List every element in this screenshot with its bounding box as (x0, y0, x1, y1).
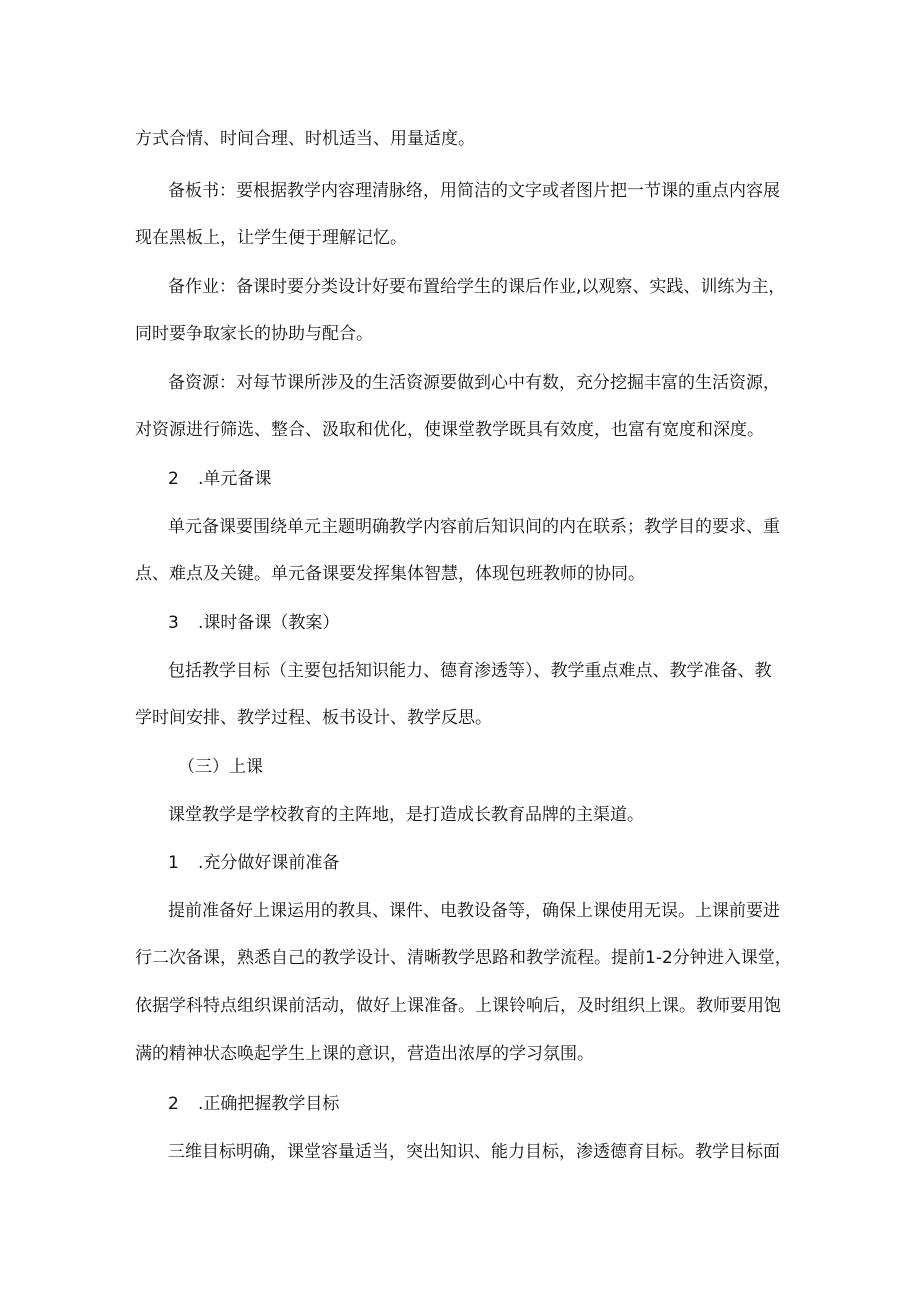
text-line: 点、难点及关键。单元备课要发挥集体智慧，体现包班教师的协同。 (135, 564, 645, 584)
heading-text: .课时备课（教案） (198, 613, 340, 633)
text-line: 行二次备课，熟悉自己的教学设计、清晰教学思路和教学流程。提前1-2分钟进入课堂， (135, 948, 792, 968)
heading-text: .正确把握教学目标 (198, 1094, 340, 1114)
section-heading (168, 851, 339, 875)
text-line: 同时要争取家长的协助与配合。 (135, 324, 373, 344)
heading-number: 2 (168, 469, 179, 489)
section-heading (168, 1092, 339, 1116)
text-line: 依据学科特点组织课前活动，做好上课准备。上课铃响后，及时组织上课。教师要用饱 (135, 996, 781, 1016)
text-line: 备作业：备课时要分类设计好要布置给学生的课后作业,以观察、实践、训练为主， (168, 277, 786, 297)
text-line: 方式合情、时间合理、时机适当、用量适度。 (135, 129, 475, 149)
text-line: 备资源：对每节课所涉及的生活资源要做到心中有数，充分挖掘丰富的生活资源， (168, 373, 780, 393)
text-line: 三维目标明确，课堂容量适当，突出知识、能力目标，渗透德育目标。教学目标面 (168, 1142, 780, 1162)
text-line: 满的精神状态唤起学生上课的意识，营造出浓厚的学习氛围。 (135, 1044, 594, 1064)
heading-number: 2 (168, 1094, 179, 1114)
text-line: 对资源进行筛选、整合、汲取和优化，使课堂教学既具有效度，也富有宽度和深度。 (135, 420, 764, 440)
text-line: 单元备课要围绕单元主题明确教学内容前后知识间的内在联系；教学目的要求、重 (168, 517, 780, 537)
heading-text: .单元备课 (198, 469, 272, 489)
text-line: 包括教学目标（主要包括知识能力、德育渗透等）、教学重点难点、教学准备、教 (168, 661, 772, 681)
text-line: 学时间安排、教学过程、板书设计、教学反思。 (135, 708, 492, 728)
text-line: 提前准备好上课运用的教具、课件、电教设备等，确保上课使用无误。上课前要进 (168, 901, 780, 921)
heading-text: .充分做好课前准备 (198, 853, 340, 873)
chapter-heading: （三）上课 (178, 757, 263, 777)
heading-number: 3 (168, 613, 179, 633)
text-line: 现在黑板上，让学生便于理解记忆。 (135, 228, 407, 248)
text-line: 课堂教学是学校教育的主阵地，是打造成长教育品牌的主渠道。 (168, 805, 644, 825)
text-line: 备板书：要根据教学内容理清脉络，用简洁的文字或者图片把一节课的重点内容展 (168, 181, 780, 201)
section-heading (168, 611, 339, 635)
heading-number: 1 (168, 853, 179, 873)
section-heading (168, 467, 271, 491)
